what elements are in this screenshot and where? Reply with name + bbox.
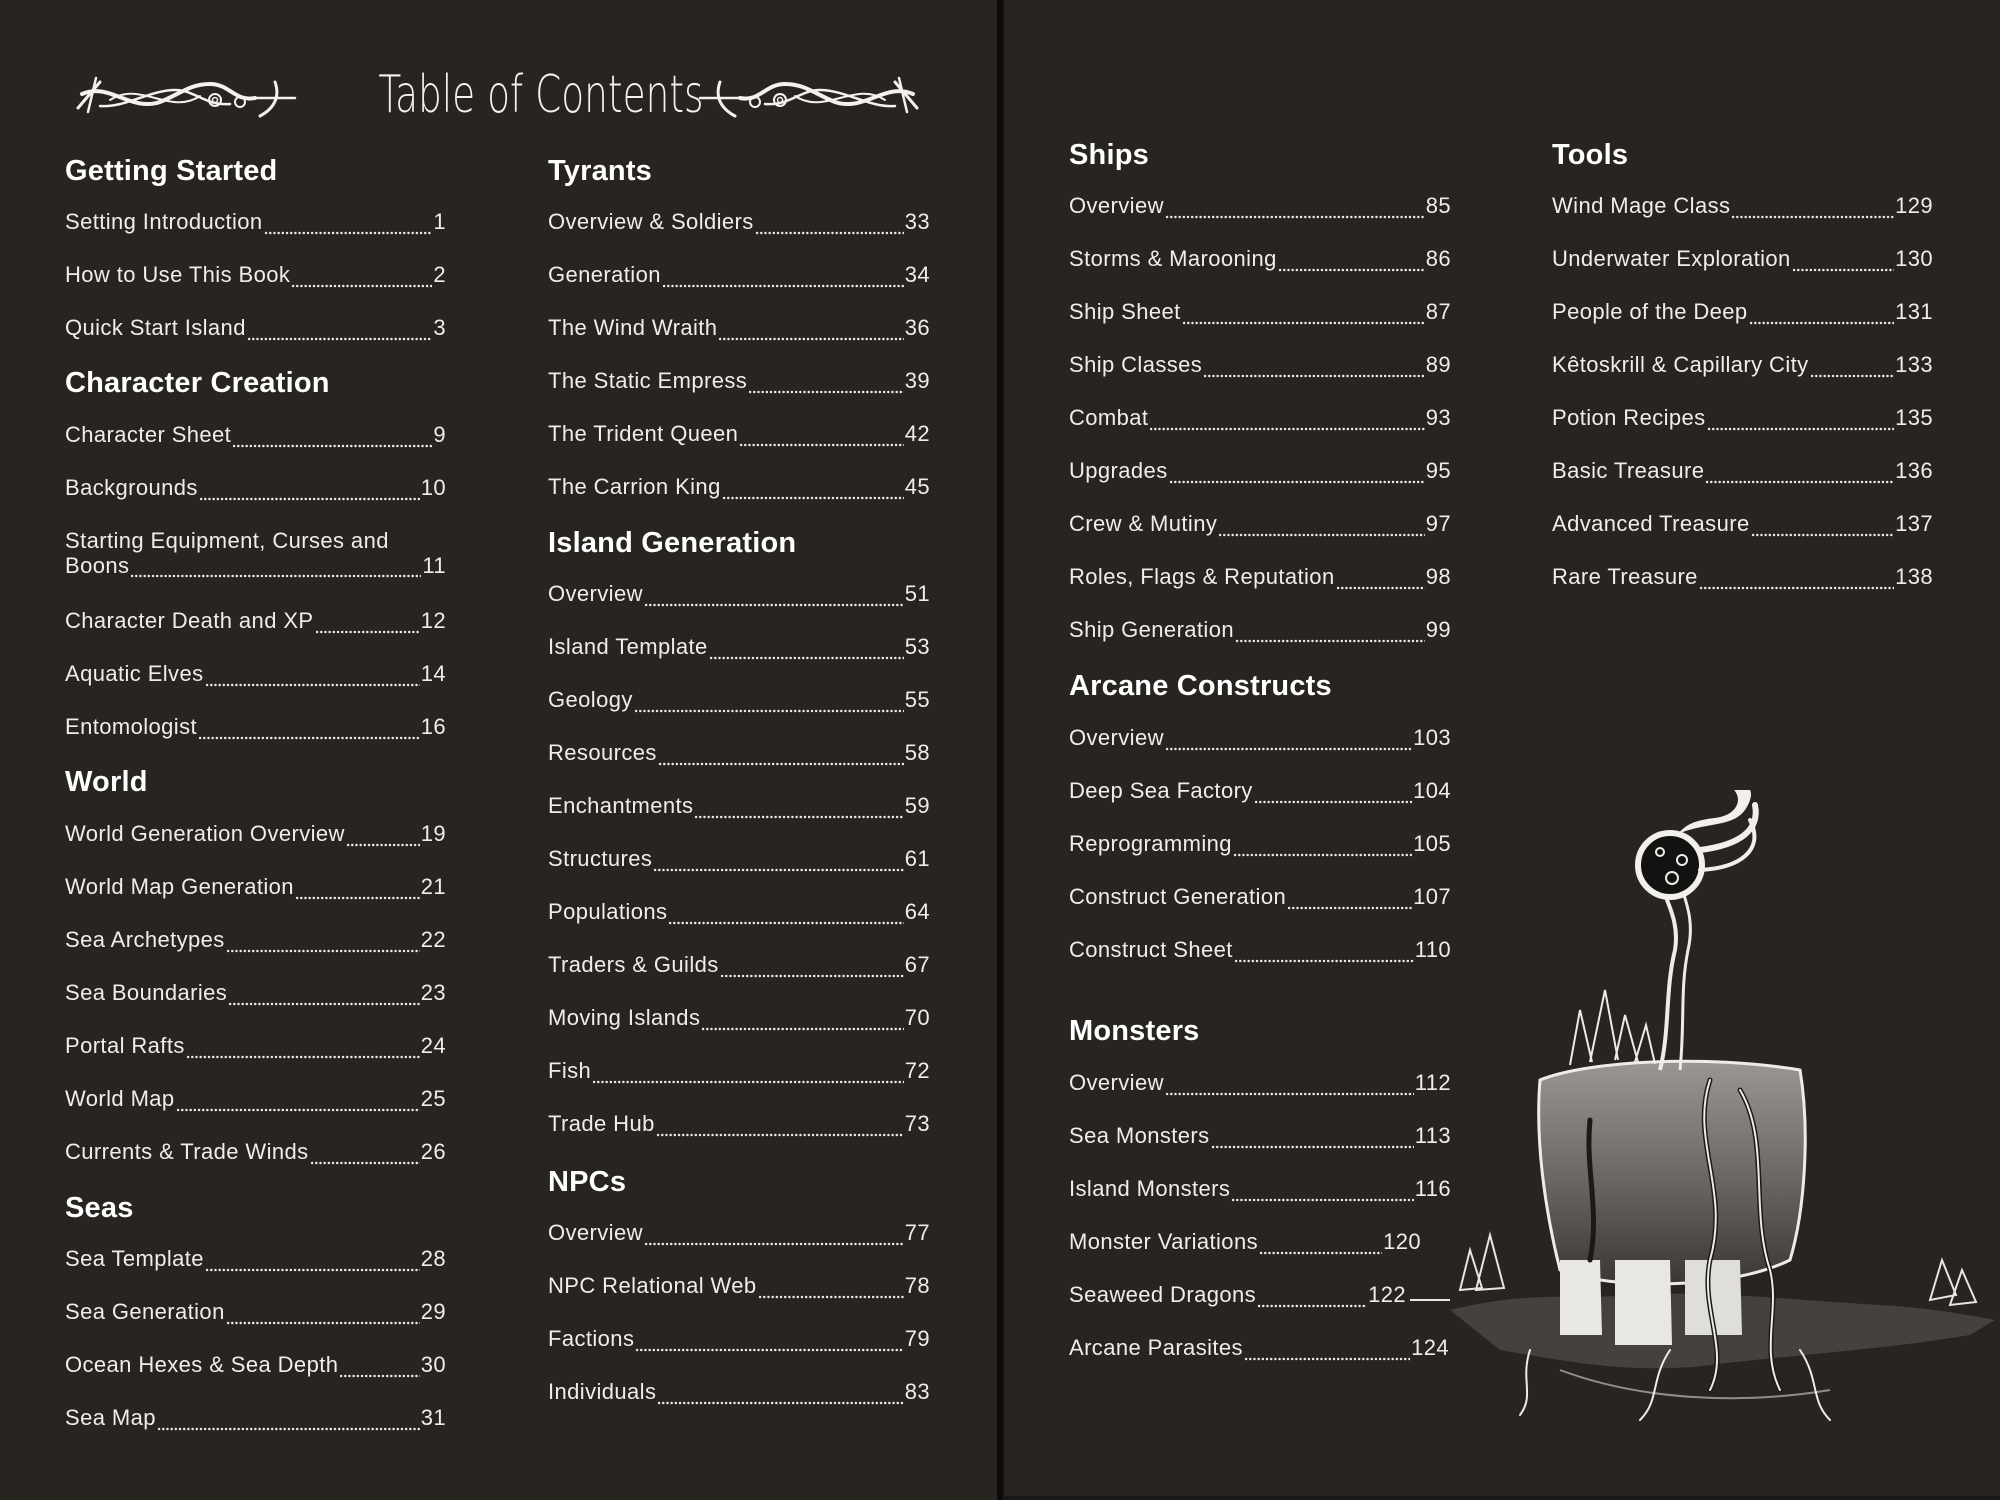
toc-entry[interactable]: Individuals 83 — [548, 1379, 930, 1404]
toc-entry[interactable]: Underwater Exploration 130 — [1552, 246, 1933, 271]
dot-leader — [668, 903, 903, 925]
toc-entry[interactable]: World Map 25 — [65, 1086, 446, 1111]
dot-leader — [1259, 1233, 1382, 1255]
dot-leader — [635, 1330, 903, 1352]
toc-entry[interactable]: Starting Equipment, Curses and Boons 11 — [65, 528, 446, 578]
dot-leader — [295, 878, 420, 900]
toc-entry[interactable]: Sea Boundaries 23 — [65, 980, 446, 1005]
dot-leader — [1254, 782, 1412, 804]
dot-leader — [1731, 197, 1894, 219]
page-title: Table of Contents — [378, 65, 704, 125]
dot-leader — [1165, 729, 1412, 751]
toc-entry[interactable]: The Carrion King 45 — [548, 474, 930, 499]
toc-entry[interactable]: Traders & Guilds 67 — [548, 952, 930, 977]
toc-entry[interactable]: Rare Treasure 138 — [1552, 564, 1933, 589]
dot-leader — [656, 1115, 904, 1137]
dot-leader — [198, 718, 420, 740]
dot-leader — [1707, 409, 1895, 431]
toc-entry[interactable]: Overview 103 — [1069, 725, 1451, 750]
toc-entry[interactable]: The Static Empress 39 — [548, 368, 930, 393]
toc-entry[interactable]: Geology 55 — [548, 687, 930, 712]
dot-leader — [186, 1037, 420, 1059]
dot-leader — [701, 1009, 903, 1031]
section-heading-seas: Seas — [65, 1192, 134, 1224]
dot-leader — [709, 638, 904, 660]
dot-leader — [1231, 1180, 1413, 1202]
dot-leader — [1336, 568, 1425, 590]
toc-entry[interactable]: Structures 61 — [548, 846, 930, 871]
dot-leader — [758, 1277, 904, 1299]
toc-entry[interactable]: Overview 112 — [1069, 1070, 1451, 1095]
dot-leader — [1149, 409, 1424, 431]
dot-leader — [1233, 835, 1412, 857]
dot-leader — [1165, 197, 1425, 219]
toc-entry[interactable]: How to Use This Book 2 — [65, 262, 446, 287]
section-heading-tools: Tools — [1552, 139, 1629, 171]
toc-entry[interactable]: Overview 77 — [548, 1220, 930, 1245]
toc-entry[interactable]: Portal Rafts 24 — [65, 1033, 446, 1058]
toc-entry[interactable]: Trade Hub 73 — [548, 1111, 930, 1136]
dot-leader — [205, 665, 420, 687]
toc-entry[interactable]: Ocean Hexes & Sea Depth 30 — [65, 1352, 446, 1377]
section-heading-world: World — [65, 766, 148, 798]
toc-entry[interactable]: Overview & Soldiers 33 — [548, 209, 930, 234]
toc-entry[interactable]: Storms & Marooning 86 — [1069, 246, 1451, 271]
toc-entry[interactable]: Moving Islands 70 — [548, 1005, 930, 1030]
toc-entry[interactable]: Ship Classes 89 — [1069, 352, 1451, 377]
section-heading-island-generation: Island Generation — [548, 527, 797, 559]
toc-entry[interactable]: World Generation Overview 19 — [65, 821, 446, 846]
toc-entry[interactable]: NPC Relational Web 78 — [548, 1273, 930, 1298]
dot-leader — [1287, 888, 1412, 910]
dot-leader — [310, 1143, 420, 1165]
dot-leader — [199, 479, 420, 501]
section-heading-getting-started: Getting Started — [65, 155, 278, 187]
toc-entry[interactable]: The Trident Queen 42 — [548, 421, 930, 446]
dot-leader — [1169, 462, 1425, 484]
dot-leader — [1699, 568, 1894, 590]
dot-leader — [315, 612, 420, 634]
toc-entry[interactable]: Sea Archetypes 22 — [65, 927, 446, 952]
dot-leader — [1749, 303, 1895, 325]
toc-entry[interactable]: Wind Mage Class 129 — [1552, 193, 1933, 218]
toc-entry[interactable]: Monster Variations 120 — [1069, 1229, 1421, 1254]
section-heading-character-creation: Character Creation — [65, 367, 330, 399]
toc-entry[interactable]: Sea Template 28 — [65, 1246, 446, 1271]
toc-entry[interactable]: Resources 58 — [548, 740, 930, 765]
toc-entry[interactable]: Currents & Trade Winds 26 — [65, 1139, 446, 1164]
dot-leader — [1235, 621, 1425, 643]
toc-entry[interactable]: Setting Introduction 1 — [65, 209, 446, 234]
toc-entry[interactable]: Reprogramming 105 — [1069, 831, 1451, 856]
toc-entry[interactable]: Ship Generation 99 — [1069, 617, 1451, 642]
dot-leader — [662, 266, 904, 288]
toc-entry[interactable]: Seaweed Dragons 122 — [1069, 1282, 1406, 1307]
section-heading-monsters: Monsters — [1069, 1015, 1200, 1047]
dot-leader — [1810, 356, 1895, 378]
dot-leader — [748, 372, 904, 394]
island-tree-illustration — [1410, 790, 2000, 1430]
flourish-left-ornament — [70, 72, 300, 120]
dot-leader — [1165, 1074, 1414, 1096]
toc-entry[interactable]: Fish 72 — [548, 1058, 930, 1083]
toc-entry[interactable]: Sea Generation 29 — [65, 1299, 446, 1324]
dot-leader — [291, 266, 432, 288]
dot-leader — [226, 931, 420, 953]
dot-leader — [1257, 1286, 1367, 1308]
dot-leader — [205, 1250, 420, 1272]
dot-leader — [694, 797, 903, 819]
toc-entry[interactable]: Aquatic Elves 14 — [65, 661, 446, 686]
dot-leader — [1751, 515, 1895, 537]
toc-entry[interactable]: Construct Generation 107 — [1069, 884, 1451, 909]
dot-leader — [346, 825, 420, 847]
section-heading-npcs: NPCs — [548, 1166, 627, 1198]
dot-leader — [1792, 250, 1894, 272]
dot-leader — [755, 213, 904, 235]
dot-leader — [634, 691, 904, 713]
dot-leader — [176, 1090, 420, 1112]
dot-leader — [1218, 515, 1424, 537]
flourish-right-ornament — [695, 72, 925, 120]
dot-leader — [718, 319, 903, 341]
toc-entry[interactable]: Enchantments 59 — [548, 793, 930, 818]
dot-leader — [1234, 941, 1414, 963]
toc-entry[interactable]: Generation 34 — [548, 262, 930, 287]
dot-leader — [1182, 303, 1425, 325]
toc-entry[interactable]: Arcane Parasites 124 — [1069, 1335, 1449, 1360]
dot-leader — [1244, 1339, 1410, 1361]
title-banner — [70, 60, 930, 130]
toc-entry[interactable]: Basic Treasure 136 — [1552, 458, 1933, 483]
dot-leader — [1705, 462, 1894, 484]
section-heading-tyrants: Tyrants — [548, 155, 653, 187]
toc-entry[interactable]: Character Sheet 9 — [65, 422, 446, 447]
toc-entry[interactable]: Crew & Mutiny 97 — [1069, 511, 1451, 536]
dot-leader — [1203, 356, 1425, 378]
toc-entry[interactable]: World Map Generation 21 — [65, 874, 446, 899]
left-page — [0, 0, 997, 1500]
toc-entry[interactable]: Entomologist 16 — [65, 714, 446, 739]
toc-entry[interactable]: Upgrades 95 — [1069, 458, 1451, 483]
section-heading-arcane-constructs: Arcane Constructs — [1069, 670, 1332, 702]
dot-leader — [339, 1356, 419, 1378]
toc-entry[interactable]: Island Monsters 116 — [1069, 1176, 1451, 1201]
toc-entry[interactable]: Sea Monsters 113 — [1069, 1123, 1451, 1148]
toc-entry[interactable]: Construct Sheet 110 — [1069, 937, 1451, 962]
toc-entry[interactable]: Island Template 53 — [548, 634, 930, 659]
dot-leader — [592, 1062, 904, 1084]
dot-leader — [1278, 250, 1425, 272]
dot-leader — [644, 585, 904, 607]
toc-entry[interactable]: Ship Sheet 87 — [1069, 299, 1451, 324]
toc-entry[interactable]: Backgrounds 10 — [65, 475, 446, 500]
dot-leader — [157, 1409, 420, 1431]
toc-entry[interactable]: Deep Sea Factory 104 — [1069, 778, 1451, 803]
dot-leader — [264, 213, 433, 235]
dot-leader — [226, 1303, 420, 1325]
toc-entry[interactable]: Overview 85 — [1069, 193, 1451, 218]
toc-entry[interactable]: People of the Deep 131 — [1552, 299, 1933, 324]
dot-leader — [657, 1383, 903, 1405]
toc-entry[interactable]: Factions 79 — [548, 1326, 930, 1351]
toc-entry[interactable]: Combat 93 — [1069, 405, 1451, 430]
toc-entry[interactable]: Quick Start Island 3 — [65, 315, 446, 340]
toc-entry[interactable]: Overview 51 — [548, 581, 930, 606]
dot-leader — [739, 425, 903, 447]
toc-entry[interactable]: The Wind Wraith 36 — [548, 315, 930, 340]
toc-entry[interactable]: Sea Map 31 — [65, 1405, 446, 1430]
section-heading-ships: Ships — [1069, 139, 1149, 171]
dot-leader — [228, 984, 420, 1006]
dot-leader — [1211, 1127, 1414, 1149]
toc-entry[interactable]: Roles, Flags & Reputation 98 — [1069, 564, 1451, 589]
toc-entry[interactable]: Potion Recipes 135 — [1552, 405, 1933, 430]
dot-leader — [720, 956, 904, 978]
dot-leader — [653, 850, 903, 872]
dot-leader — [247, 319, 433, 341]
dot-leader — [232, 426, 432, 448]
dot-leader — [722, 478, 904, 500]
dot-leader — [644, 1224, 904, 1246]
toc-entry[interactable]: Advanced Treasure 137 — [1552, 511, 1933, 536]
toc-entry[interactable]: Populations 64 — [548, 899, 930, 924]
dot-leader — [658, 744, 904, 766]
toc-entry[interactable]: Character Death and XP 12 — [65, 608, 446, 633]
toc-entry[interactable]: Kêtoskrill & Capillary City 133 — [1552, 352, 1933, 377]
dot-leader — [130, 556, 421, 578]
